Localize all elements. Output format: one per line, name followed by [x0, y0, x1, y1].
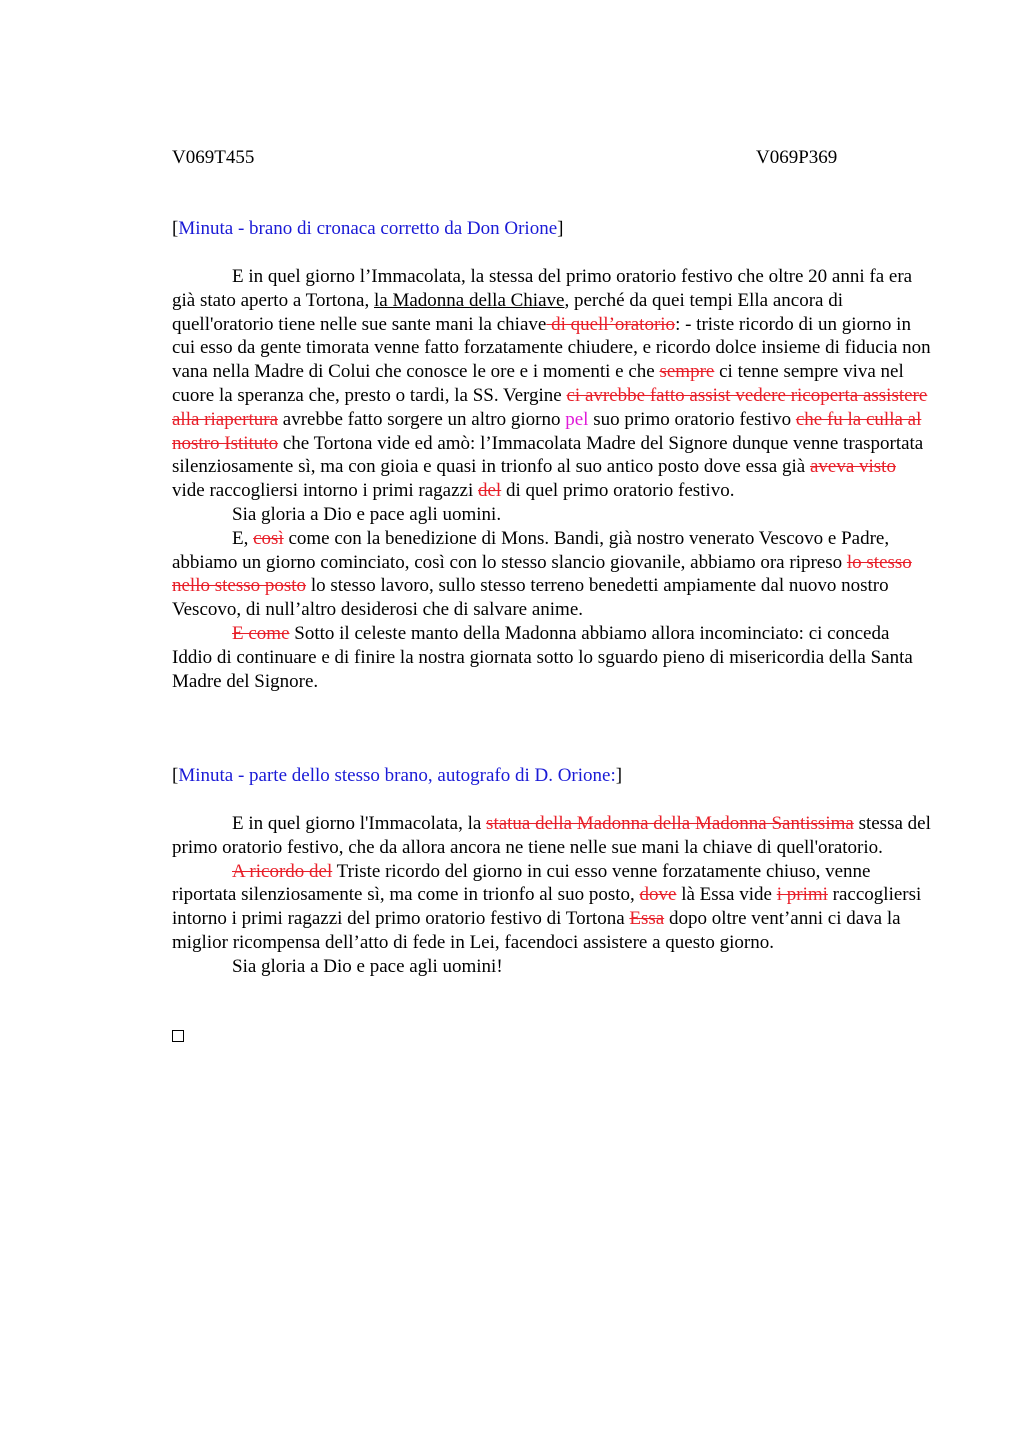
deleted-text: statua della Madonna della Madonna Santissima [486, 813, 854, 834]
deleted-text: così [253, 527, 284, 549]
deleted-text: sempre [659, 361, 715, 383]
section-2-paragraph-3: Sia gloria a Dio e pace agli uomini! [232, 955, 503, 977]
underlined-text: la Madonna della Chiave [373, 289, 565, 311]
section-1-title: [Minuta - brano di cronaca corretto da Don Orione] [172, 218, 564, 239]
deleted-text: del [478, 480, 502, 502]
deleted-text: Essa [629, 908, 665, 930]
deleted-text: i primi [776, 884, 828, 906]
section-1-paragraph-3: E, così come con la benedizione di Mons. Bandi, già nostro venerato Vescovo e Padre, abbiamo un giorno cominciato, così con lo stesso slancio giovanile, abbiamo ora ripreso lo stesso nello stesso posto lo stesso lavoro, sullo stesso terreno benedetti ampiamente dal nuovo nostro Vescovo, di null’altro desiderosi che di salvare anime. [172, 527, 912, 621]
deleted-text: dove [639, 884, 677, 906]
section-1-body [172, 265, 932, 693]
deleted-text: A ricordo del [232, 860, 333, 882]
document-code-right: V069P369 [756, 147, 838, 168]
deleted-text: lo stesso nello stesso posto [172, 551, 912, 597]
end-marker-square-icon [172, 1030, 184, 1042]
document-code-left: V069T455 [172, 147, 255, 168]
section-2-title: [Minuta - parte dello stesso brano, autografo di D. Orione:] [172, 765, 623, 786]
deleted-text: di quell’oratorio [546, 313, 676, 335]
section-1-paragraph-1: E in quel giorno l’Immacolata, la stessa del primo oratorio festivo che oltre 20 anni fa era già stato aperto a Tortona, la Madonna della Chiave, perché da quei tempi Ella ancora di quell'oratorio tiene nelle sue sante mani la chiave di quell’oratorio: - triste ricordo di un giorno in cui esso da gente timorata venne fatto forzatamente chiudere, e ricordo dolce insieme di fiducia non vana nella Madre di Colui che conosce le ore e i momenti e che sempre ci tenne sempre viva nel cuore la speranza che, presto o tardi, la SS. Vergine ci avrebbe fatto assist vedere ricoperta assistere alla riapertura avrebbe fatto sorgere un altro giorno pel suo primo oratorio festivo che fu la culla al nostro Istituto che Tortona vide ed amò: l’Immacolata Madre del Signore dunque venne trasportata silenziosamente sì, ma con gioia e quasi in trionfo al suo antico posto dove essa già aveva visto vide raccogliersi intorno i primi ragazzi del di quel primo oratorio festivo. [172, 266, 931, 502]
section-1-title-text: Minuta - brano di cronaca corretto da Don Orione [178, 218, 558, 239]
section-2-title-text: Minuta - parte dello stesso brano, autografo di D. Orione: [178, 765, 616, 786]
deleted-text: aveva visto [809, 456, 896, 478]
section-1-paragraph-4: E come Sotto il celeste manto della Madonna abbiamo allora incominciato: ci conceda Iddio di continuare e di finire la nostra giornata sotto lo sguardo pieno di misericordia della Santa Madre del Signore. [172, 622, 913, 692]
section-2-paragraph-1: E in quel giorno l'Immacolata, la statua della Madonna della Madonna Santissima stessa del primo oratorio festivo, che da allora ancora ne tiene nelle sue mani la chiave di quell'oratorio. [172, 813, 931, 858]
deleted-text: che fu la culla al nostro Istituto [172, 408, 922, 454]
section-2-body [172, 812, 932, 979]
deleted-text: ci avrebbe fatto assist vedere ricoperta assistere alla riapertura [172, 384, 928, 430]
inserted-text: pel [565, 408, 589, 430]
page-header [172, 146, 932, 170]
section-2-paragraph-2: A ricordo del Triste ricordo del giorno in cui esso venne forzatamente chiuso, venne riportata silenziosamente sì, ma come in trionfo al suo posto, dove là Essa vide i primi raccogliersi intorno i primi ragazzi del primo oratorio festivo di Tortona Essa dopo oltre vent’anni ci dava la miglior ricompensa dell’atto di fede in Lei, facendoci assistere a questo giorno. [172, 860, 922, 953]
deleted-text: E come [232, 622, 290, 644]
section-1-paragraph-2: Sia gloria a Dio e pace agli uomini. [232, 503, 502, 525]
